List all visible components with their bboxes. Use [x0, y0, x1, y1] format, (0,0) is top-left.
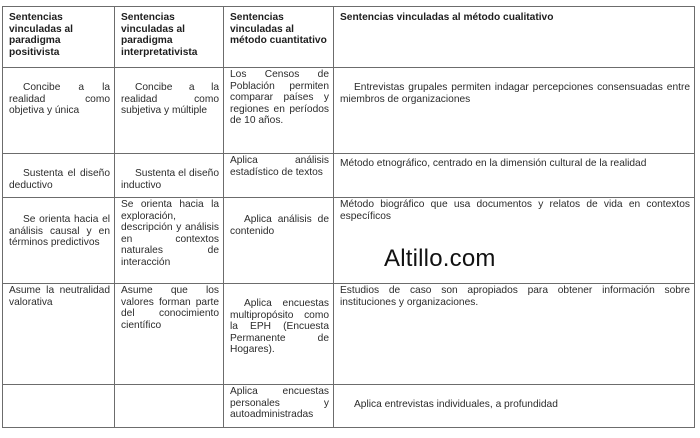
cell-r5-c1: [3, 385, 115, 428]
cell-r1-c3: Los Censos de Población permiten comparar países y regiones en períodos de 10 años.: [224, 68, 334, 154]
table-row: [3, 284, 695, 385]
cell-r4-c4: Estudios de caso son apropiados para obtener información sobre instituciones y organizaciones.: [334, 284, 695, 385]
cell-r4-c1: Asume la neutralidad valorativa: [3, 284, 115, 385]
table-row: [3, 198, 695, 284]
cell-r3-c2: Se orienta hacia la exploración, descripción y análisis en contextos naturales de interacción: [115, 198, 224, 284]
cell-r2-c2: Sustenta el diseño inductivo: [115, 154, 224, 198]
cell-r5-c3: Aplica encuestas personales y autoadministradas: [224, 385, 334, 428]
table-row: [3, 68, 695, 154]
cell-r4-c2: Asume que los valores forman parte del conocimiento científico: [115, 284, 224, 385]
cell-r3-c1: Se orienta hacia el análisis causal y en términos predictivos: [3, 198, 115, 284]
cell-r5-c4: Aplica entrevistas individuales, a profundidad: [334, 385, 695, 428]
cell-r5-c2: [115, 385, 224, 428]
cell-r3-c3: Aplica análisis de contenido: [224, 198, 334, 284]
cell-r2-c1: Sustenta el diseño deductivo: [3, 154, 115, 198]
cell-r1-c1: Concibe a la realidad como objetiva y única: [3, 68, 115, 154]
header-cuantitativo: Sentencias vinculadas al método cuantitativo: [224, 7, 334, 68]
header-row: [3, 7, 695, 68]
table-row: [3, 385, 695, 428]
cell-r1-c4: Entrevistas grupales permiten indagar percepciones consensuadas entre miembros de organizaciones: [334, 68, 695, 154]
header-positivista: Sentencias vinculadas al paradigma positivista: [3, 7, 115, 68]
cell-r1-c2: Concibe a la realidad como subjetiva y múltiple: [115, 68, 224, 154]
header-cualitativo: Sentencias vinculadas al método cualitativo: [334, 7, 695, 68]
table-row: [3, 154, 695, 198]
header-interpretativista: Sentencias vinculadas al paradigma interpretativista: [115, 7, 224, 68]
cell-r2-c4: Método etnográfico, centrado en la dimensión cultural de la realidad: [334, 154, 695, 198]
cell-r3-c4: Método biográfico que usa documentos y relatos de vida en contextos específicos: [334, 198, 695, 284]
cell-r4-c3: Aplica encuestas multipropósito como la EPH (Encuesta Permanente de Hogares).: [224, 284, 334, 385]
watermark-text: Altillo.com: [384, 245, 496, 272]
cell-r2-c3: Aplica análisis estadístico de textos: [224, 154, 334, 198]
comparison-table: [2, 6, 695, 428]
